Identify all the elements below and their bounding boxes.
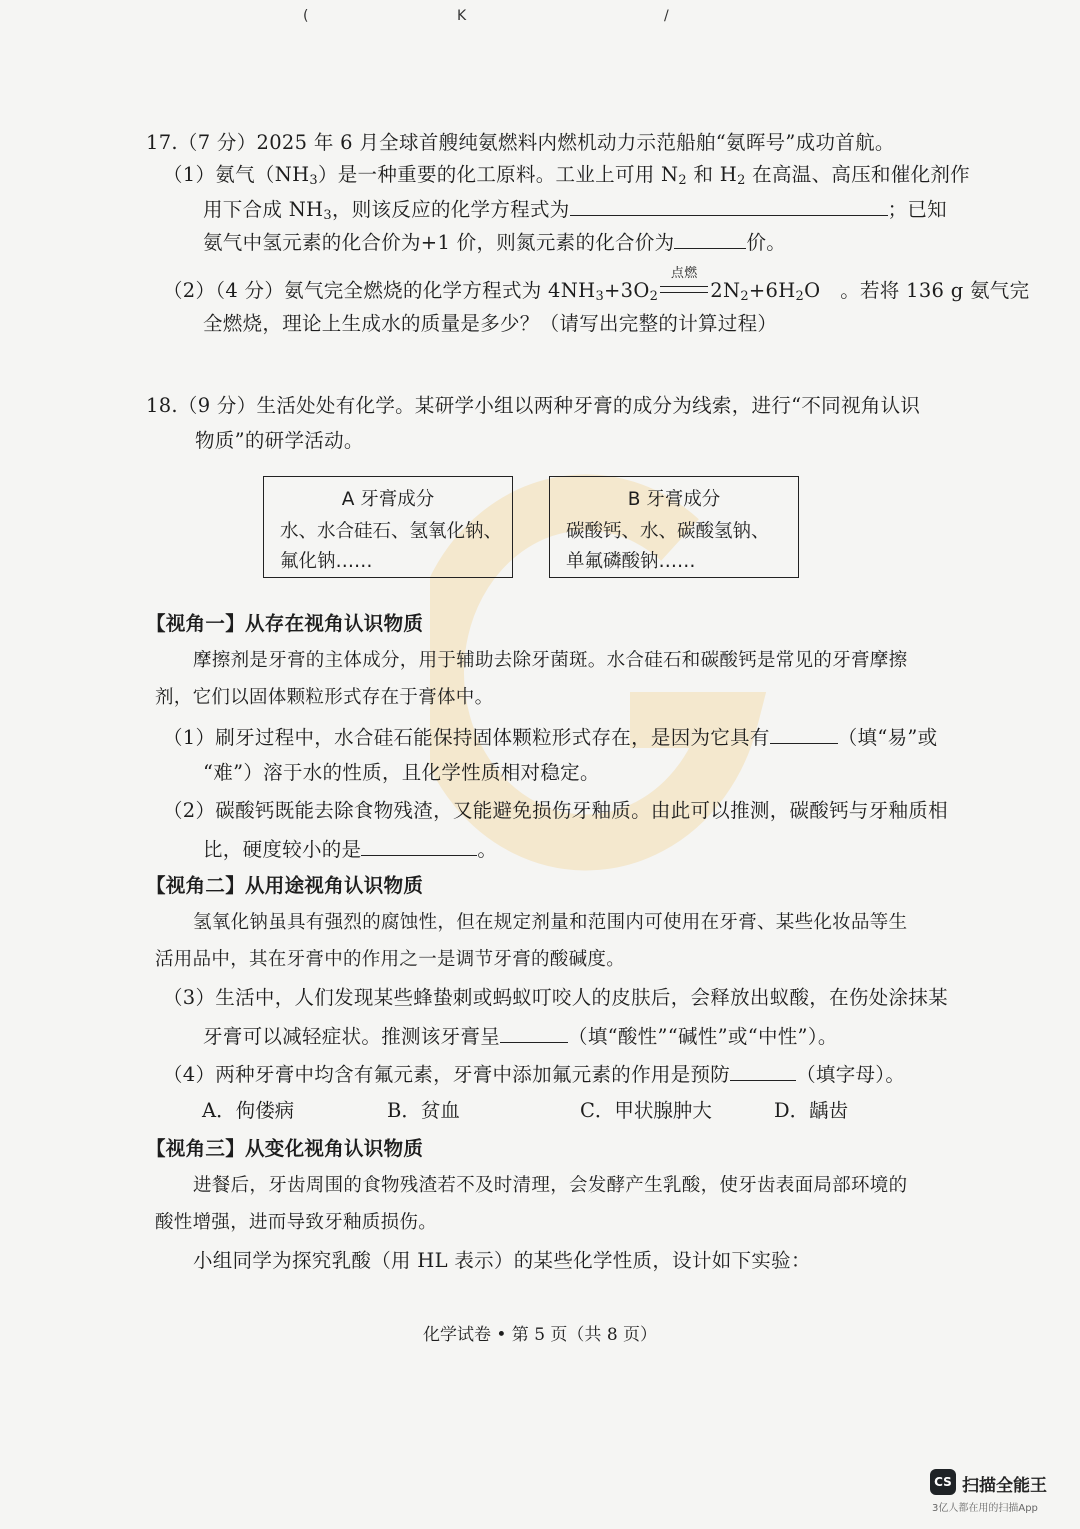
q18-sub3-line1: （3）生活中，人们发现某些蜂蛰刺或蚂蚁叮咬人的皮肤后，会释放出蚁酸，在伤处涂抹某	[163, 986, 948, 1009]
option-c[interactable]: C．甲状腺肿大	[580, 1099, 712, 1122]
view1-heading: 【视角一】从存在视角认识物质	[146, 612, 424, 635]
q18-title-line2: 物质”的研学活动。	[195, 429, 364, 452]
q17-part1-line3: 氨气中氢元素的化合价为+1 价，则氮元素的化合价为 价。	[203, 228, 786, 256]
view3-text-line2: 酸性增强，进而导致牙釉质损伤。	[155, 1212, 438, 1233]
reaction-condition: 点燃	[658, 278, 710, 304]
q17-part1-line1: （1）氨气$(NH_3)$是一种重要的化工原料。工业上可用 $N_2$ 和 $H_2$ 在高温、高压和催化剂作	[163, 163, 970, 188]
q17-title: 17.（7 分）2025 年 6 月全球首艘纯氨燃料内燃机动力示范船舶“氨晖号”成功首航。	[146, 131, 895, 154]
view3-text-line1: 进餐后，牙齿周围的食物残渣若不及时清理，会发酵产生乳酸，使牙齿表面局部环境的	[193, 1175, 908, 1196]
q18-sub1-line2: “难”）溶于水的性质，且化学性质相对稳定。	[203, 761, 600, 784]
q18-sub1-line1: （1）刷牙过程中，水合硅石能保持固体颗粒形式存在，是因为它具有 （填“易”或	[163, 723, 937, 751]
box-b-line1: 碳酸钙、水、碳酸氢钠、	[566, 521, 770, 542]
view3-text-line3: 小组同学为探究乳酸（用 HL 表示）的某些化学性质，设计如下实验：	[193, 1249, 811, 1272]
box-a-line2: 氟化钠……	[280, 551, 373, 572]
scan-mark-2: K	[457, 8, 467, 24]
view3-heading: 【视角三】从变化视角认识物质	[146, 1137, 424, 1160]
q18-sub3-line2: 牙膏可以减轻症状。推测该牙膏呈 （填“酸性”“碱性”或“中性”）。	[203, 1022, 838, 1050]
option-b[interactable]: B．贫血	[387, 1099, 460, 1122]
box-a-title: A 牙膏成分	[341, 489, 435, 510]
q18-sub2-line2: 比，硬度较小的是 。	[203, 835, 497, 863]
box-b-title: B 牙膏成分	[627, 489, 721, 510]
q17-part2-line2: 全燃烧，理论上生成水的质量是多少？（请写出完整的计算过程）	[203, 312, 778, 335]
camscanner-icon: CS	[930, 1469, 956, 1495]
view2-text-line2: 活用品中，其在牙膏中的作用之一是调节牙膏的酸碱度。	[155, 949, 626, 970]
option-d[interactable]: D．龋齿	[774, 1099, 849, 1122]
view2-heading: 【视角二】从用途视角认识物质	[146, 874, 424, 897]
scanner-watermark	[930, 1469, 1060, 1515]
toothpaste-a-box	[263, 476, 513, 578]
page-footer: 化学试卷 • 第 5 页（共 8 页）	[422, 1325, 658, 1345]
box-a-line1: 水、水合硅石、氢氧化钠、	[280, 521, 503, 542]
toothpaste-b-box	[549, 476, 799, 578]
scan-mark-3: /	[664, 8, 669, 24]
box-b-line2: 单氟磷酸钠……	[566, 551, 696, 572]
fluorine-answer-blank[interactable]	[730, 1060, 796, 1081]
q17-part1-line2: 用下合成 $NH_3$，则该反应的化学方程式为 ；已知	[203, 195, 947, 223]
view1-text-line2: 剂，它们以固体颗粒形式存在于膏体中。	[155, 687, 494, 708]
scan-mark-1: (	[303, 8, 309, 24]
q18-title-line1: 18.（9 分）生活处处有化学。某研学小组以两种牙膏的成分为线索，进行“不同视角认识	[146, 394, 921, 417]
q18-sub2-line1: （2）碳酸钙既能去除食物残渣，又能避免损伤牙釉质。由此可以推测，碳酸钙与牙釉质相	[163, 799, 948, 822]
q17-part2-line1: （2）（4 分）氨气完全燃烧的化学方程式为 $4NH_3+3O_2$ 点燃 $2N_2+6H_2O$ 。若将 136 g 氨气完	[163, 266, 1030, 304]
solubility-answer-blank[interactable]	[770, 723, 838, 744]
view2-text-line1: 氢氧化钠虽具有强烈的腐蚀性，但在规定剂量和范围内可使用在牙膏、某些化妆品等生	[193, 912, 908, 933]
valence-answer-blank[interactable]	[674, 228, 746, 249]
view1-text-line1: 摩擦剂是牙膏的主体成分，用于辅助去除牙菌斑。水合硅石和碳酸钙是常见的牙膏摩擦	[193, 650, 908, 671]
scanner-tagline: 3亿人都在用的扫描App	[932, 1503, 1038, 1514]
scanner-name: 扫描全能王	[962, 1476, 1047, 1496]
ph-answer-blank[interactable]	[500, 1022, 568, 1043]
scan-marks	[0, 8, 1080, 28]
equation-answer-blank[interactable]	[570, 195, 888, 216]
q18-sub4-line1: （4）两种牙膏中均含有氟元素，牙膏中添加氟元素的作用是预防 （填字母）。	[163, 1060, 905, 1088]
hardness-answer-blank[interactable]	[361, 835, 477, 856]
option-a[interactable]: A．佝偻病	[202, 1099, 295, 1122]
